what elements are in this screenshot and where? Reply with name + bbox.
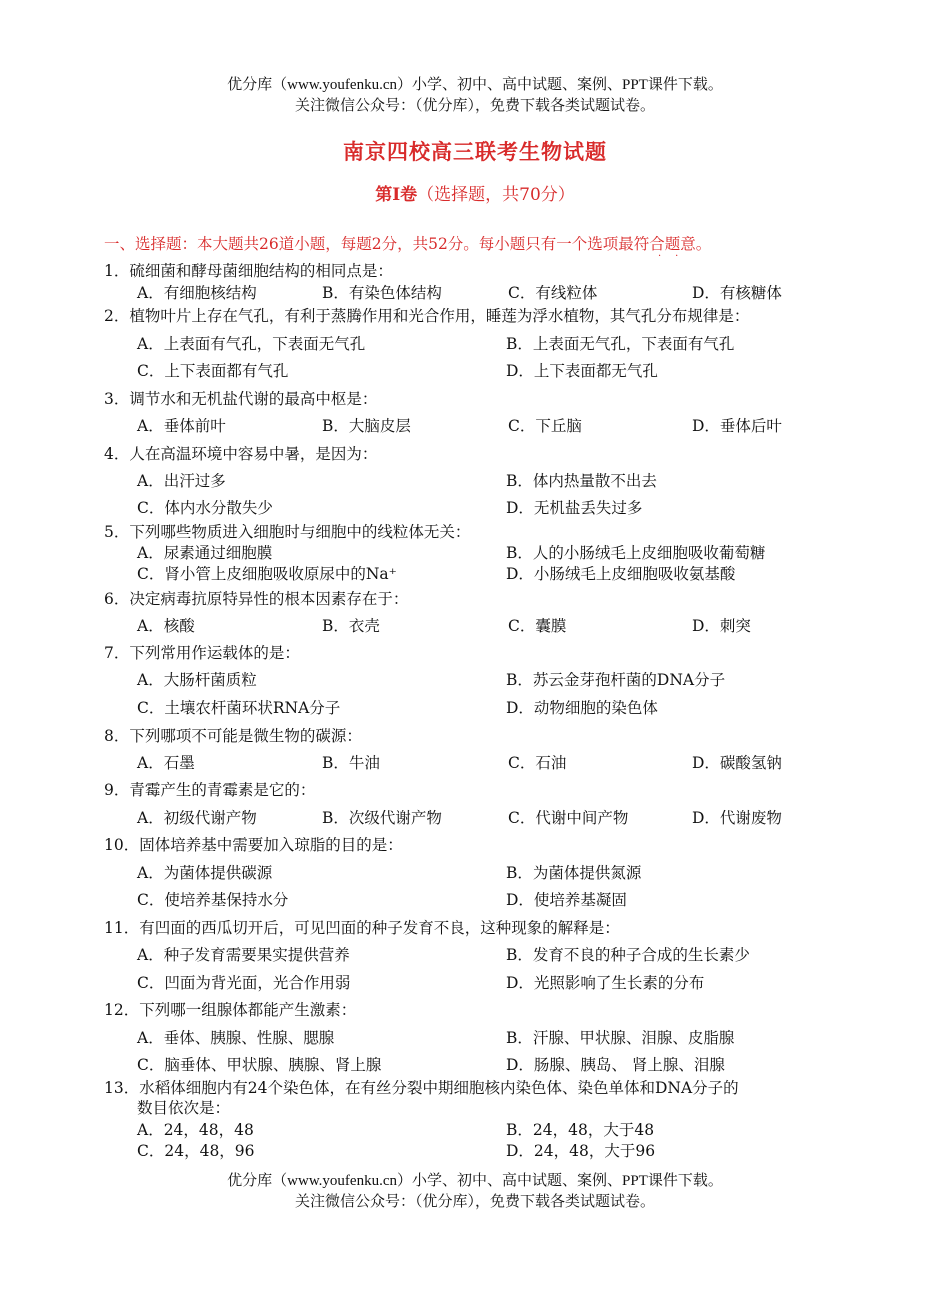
option-b[interactable]: B．衣壳: [322, 617, 380, 635]
question-stem: 10．固体培养基中需要加入琼脂的目的是：: [104, 836, 403, 854]
option-c[interactable]: C．下丘脑: [508, 417, 582, 435]
option-d[interactable]: D．24，48，大于96: [506, 1142, 656, 1160]
exam-subtitle: [0, 180, 950, 205]
option-a[interactable]: A．初级代谢产物: [137, 809, 257, 827]
header-line-1: 优分库（www.youfenku.cn）小学、初中、高中试题、案例、PPT课件下载。: [227, 77, 723, 93]
option-b[interactable]: B．次级代谢产物: [322, 809, 442, 827]
question-stem: 12．下列哪一组腺体都能产生激素：: [104, 1001, 357, 1019]
question-stem: 4．人在高温环境中容易中暑，是因为：: [104, 445, 378, 463]
question-stem: 7．下列常用作运载体的是：: [104, 644, 300, 662]
option-d[interactable]: D．光照影响了生长素的分布: [506, 974, 705, 992]
question-stem: 11．有凹面的西瓜切开后，可见凹面的种子发育不良，这种现象的解释是：: [104, 919, 620, 937]
option-d[interactable]: D．使培养基凝固: [506, 891, 627, 909]
option-a[interactable]: A．垂体前叶: [137, 417, 226, 435]
option-b[interactable]: B．有染色体结构: [322, 284, 442, 302]
option-a[interactable]: A．24，48，48: [137, 1121, 254, 1139]
question-stem: 3．调节水和无机盐代谢的最高中枢是：: [104, 390, 378, 408]
option-b[interactable]: B．上表面无气孔，下表面有气孔: [506, 335, 735, 353]
option-b[interactable]: B．体内热量散不出去: [506, 472, 657, 490]
option-c[interactable]: C．凹面为背光面，光合作用弱: [137, 974, 351, 992]
option-b[interactable]: B．汗腺、甲状腺、泪腺、皮脂腺: [506, 1029, 735, 1047]
option-d[interactable]: D．动物细胞的染色体: [506, 699, 658, 717]
option-d[interactable]: D．肠腺、胰岛、 肾上腺、泪腺: [506, 1056, 725, 1074]
option-c[interactable]: C．囊膜: [508, 617, 567, 635]
option-c[interactable]: C．使培养基保持水分: [137, 891, 289, 909]
footer-line-1: 优分库（www.youfenku.cn）小学、初中、高中试题、案例、PPT课件下载。: [227, 1173, 723, 1189]
option-b[interactable]: B．24，48，大于48: [506, 1121, 655, 1139]
option-b[interactable]: B．牛油: [322, 754, 380, 772]
part-label: 第Ⅰ卷: [375, 185, 418, 205]
option-a[interactable]: A．大肠杆菌质粒: [137, 671, 257, 689]
option-d[interactable]: D．上下表面都无气孔: [506, 362, 658, 380]
question-stem-continued: 数目依次是：: [137, 1099, 231, 1117]
option-a[interactable]: A．种子发育需要果实提供营养: [137, 946, 350, 964]
option-b[interactable]: B．苏云金芽孢杆菌的DNA分子: [506, 671, 726, 689]
page-footer: [0, 1171, 950, 1213]
part-description: （选择题，共70分）: [417, 185, 575, 205]
option-a[interactable]: A．核酸: [137, 617, 195, 635]
option-d[interactable]: D．刺突: [692, 617, 751, 635]
exam-title: 南京四校高三联考生物试题: [343, 140, 607, 164]
option-b[interactable]: B．为菌体提供氮源: [506, 864, 642, 882]
option-c[interactable]: C．代谢中间产物: [508, 809, 629, 827]
option-c[interactable]: C．脑垂体、甲状腺、胰腺、肾上腺: [137, 1056, 382, 1074]
option-a[interactable]: A．垂体、胰腺、性腺、腮腺: [137, 1029, 335, 1047]
option-b[interactable]: B．大脑皮层: [322, 417, 411, 435]
header-line-2: 关注微信公众号：（优分库），免费下载各类试题试卷。: [294, 98, 655, 114]
option-c[interactable]: C．24，48，96: [137, 1142, 255, 1160]
page-header: [0, 75, 950, 117]
option-c[interactable]: C．土壤农杆菌环状RNA分子: [137, 699, 341, 717]
option-c[interactable]: C．上下表面都有气孔: [137, 362, 289, 380]
question-stem: 6．决定病毒抗原特异性的根本因素存在于：: [104, 590, 409, 608]
option-a[interactable]: A．有细胞核结构: [137, 284, 257, 302]
emphasis-dots: ··: [658, 251, 693, 262]
option-d[interactable]: D．有核糖体: [692, 284, 782, 302]
option-c[interactable]: C．有线粒体: [508, 284, 598, 302]
option-c[interactable]: C．体内水分散失少: [137, 499, 273, 517]
question-stem: 9．青霉产生的青霉素是它的：: [104, 781, 316, 799]
option-d[interactable]: D．无机盐丢失过多: [506, 499, 643, 517]
question-stem: 5．下列哪些物质进入细胞时与细胞中的线粒体无关：: [104, 523, 471, 541]
question-stem: 1．硫细菌和酵母菌细胞结构的相同点是：: [104, 262, 393, 280]
footer-line-2: 关注微信公众号：（优分库），免费下载各类试题试卷。: [294, 1194, 655, 1210]
option-a[interactable]: A．石墨: [137, 754, 195, 772]
option-d[interactable]: D．碳酸氢钠: [692, 754, 782, 772]
question-stem: 13．水稻体细胞内有24个染色体，在有丝分裂中期细胞核内染色体、染色单体和DNA分子的: [104, 1079, 739, 1097]
question-stem: 8．下列哪项不可能是微生物的碳源：: [104, 727, 362, 745]
option-d[interactable]: D．代谢废物: [692, 809, 782, 827]
option-a[interactable]: A．出汗过多: [137, 472, 226, 490]
option-c[interactable]: C．石油: [508, 754, 567, 772]
option-a[interactable]: A．为菌体提供碳源: [137, 864, 273, 882]
option-d[interactable]: D．小肠绒毛上皮细胞吸收氨基酸: [506, 565, 736, 583]
option-c[interactable]: C．肾小管上皮细胞吸收原尿中的Na⁺: [137, 565, 397, 583]
option-b[interactable]: B．发育不良的种子合成的生长素少: [506, 946, 750, 964]
option-a[interactable]: A．上表面有气孔，下表面无气孔: [137, 335, 366, 353]
option-a[interactable]: A．尿素通过细胞膜: [137, 544, 273, 562]
option-b[interactable]: B．人的小肠绒毛上皮细胞吸收葡萄糖: [506, 544, 766, 562]
question-stem: 2．植物叶片上存在气孔，有利于蒸腾作用和光合作用，睡莲为浮水植物，其气孔分布规律是：: [104, 307, 750, 325]
option-d[interactable]: D．垂体后叶: [692, 417, 782, 435]
section-instructions: 一、选择题：本大题共26道小题，每题2分，共52分。每小题只有一个选项最符合题意。: [104, 235, 712, 253]
